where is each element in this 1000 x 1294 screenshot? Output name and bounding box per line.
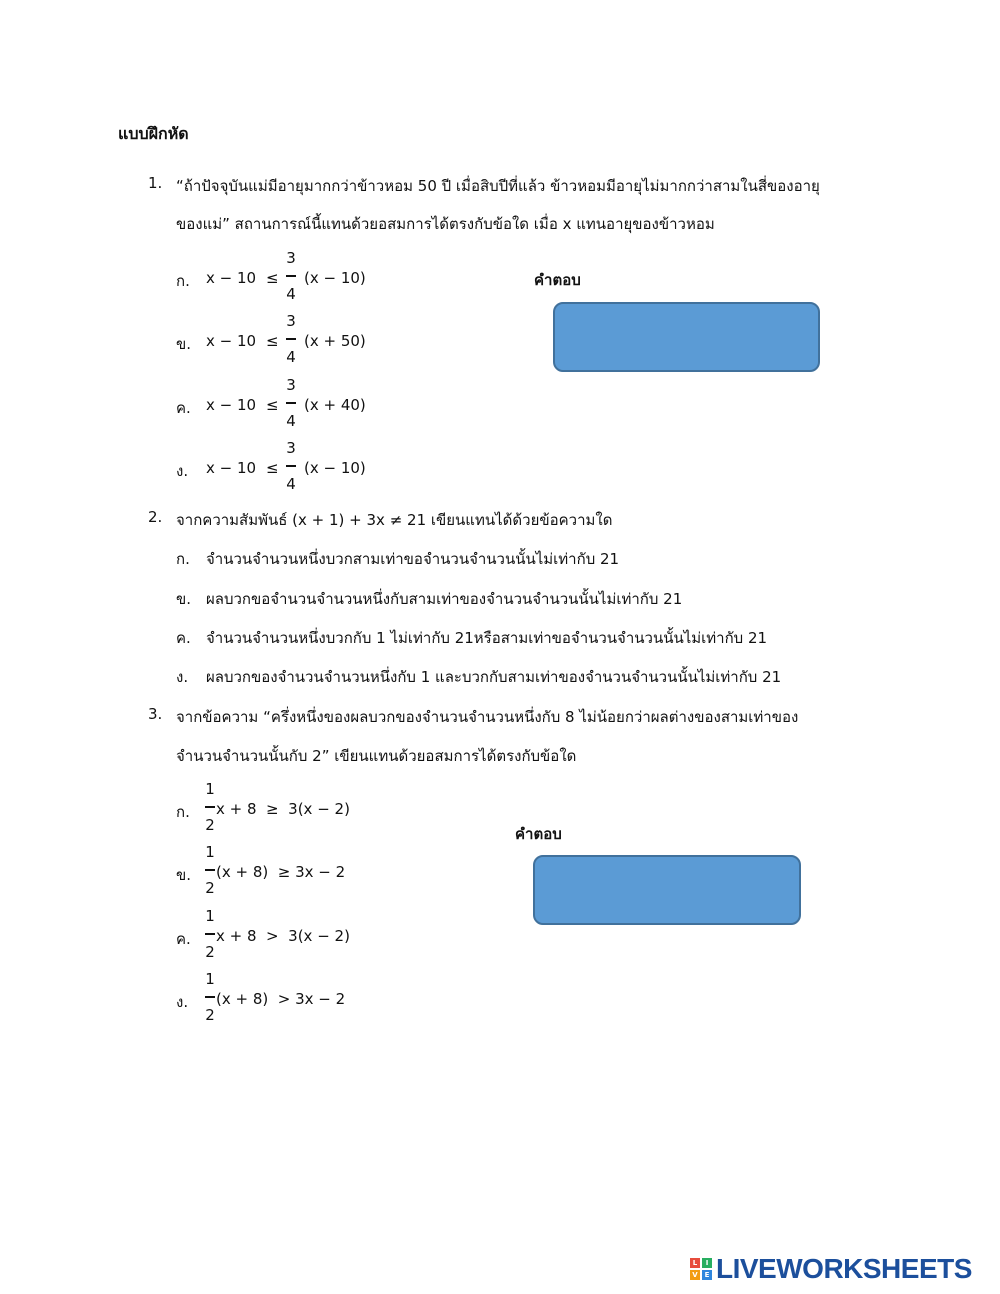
- fraction-denominator: 4: [286, 285, 296, 303]
- fraction: [203, 843, 217, 899]
- option-label: ข.: [176, 590, 192, 608]
- fraction-denominator: 2: [205, 816, 215, 834]
- option-rhs: (x + 40): [304, 396, 366, 414]
- fraction-denominator: 4: [286, 348, 296, 366]
- liveworksheets-logo: [690, 1252, 972, 1286]
- fraction: [203, 907, 217, 963]
- fraction: [203, 780, 217, 836]
- fraction: [203, 970, 217, 1026]
- fraction-numerator: 1: [205, 843, 215, 861]
- option-label: ง.: [176, 993, 189, 1011]
- option-label: ค.: [176, 629, 191, 647]
- logo-mark-l: L: [690, 1258, 700, 1268]
- option-label: ก.: [176, 272, 190, 290]
- fraction-numerator: 3: [286, 439, 296, 457]
- fraction-numerator: 1: [205, 907, 215, 925]
- question-3-number: 3.: [148, 705, 163, 723]
- answer-input-3[interactable]: [533, 855, 801, 925]
- fraction-numerator: 3: [286, 312, 296, 330]
- option-text: ผลบวกของจำนวนจำนวนหนึ่งกับ 1 และบวกกับสามเท่าของจำนวนจำนวนนั้นไม่เท่ากับ 21: [206, 668, 782, 686]
- fraction-bar: [205, 869, 215, 871]
- logo-mark-v: V: [690, 1270, 700, 1280]
- answer-input-1[interactable]: [553, 302, 820, 372]
- page-title: แบบฝึกหัด: [118, 124, 189, 143]
- fraction-bar: [205, 996, 215, 998]
- fraction-bar: [205, 806, 215, 808]
- logo-mark-icon: [690, 1258, 712, 1280]
- option-label: ข.: [176, 866, 192, 884]
- option-label: ค.: [176, 399, 191, 417]
- option-operator: ≤: [266, 332, 279, 350]
- fraction-bar: [286, 402, 296, 404]
- fraction-numerator: 3: [286, 376, 296, 394]
- fraction-denominator: 4: [286, 475, 296, 493]
- fraction-denominator: 4: [286, 412, 296, 430]
- logo-mark-i: I: [702, 1258, 712, 1268]
- fraction-bar: [205, 933, 215, 935]
- fraction-bar: [286, 465, 296, 467]
- option-rhs: (x − 10): [304, 459, 366, 477]
- option-label: ข.: [176, 335, 192, 353]
- option-lhs: x − 10: [206, 459, 257, 477]
- option-operator: ≤: [266, 269, 279, 287]
- question-1-text-line2: ของแม่” สถานการณ์นี้แทนด้วยอสมการได้ตรงกับข้อใด เมื่อ x แทนอายุของข้าวหอม: [176, 215, 715, 233]
- question-2-number: 2.: [148, 508, 163, 526]
- option-label: ค.: [176, 930, 191, 948]
- fraction: [284, 376, 298, 432]
- fraction: [284, 312, 298, 368]
- fraction-numerator: 1: [205, 780, 215, 798]
- option-text: ผลบวกขอจำนวนจำนวนหนึ่งกับสามเท่าของจำนวนจำนวนนั้นไม่เท่ากับ 21: [206, 590, 683, 608]
- option-lhs: x − 10: [206, 396, 257, 414]
- fraction-denominator: 2: [205, 1006, 215, 1024]
- answer-label-1: คำตอบ: [534, 271, 581, 289]
- option-operator: ≤: [266, 396, 279, 414]
- option-expression: (x + 8) ≥ 3x − 2: [216, 863, 346, 881]
- option-expression: (x + 8) > 3x − 2: [216, 990, 346, 1008]
- fraction-bar: [286, 275, 296, 277]
- option-rhs: (x + 50): [304, 332, 366, 350]
- logo-mark-e: E: [702, 1270, 712, 1280]
- fraction-bar: [286, 338, 296, 340]
- question-3-text-line2: จำนวนจำนวนนั้นกับ 2” เขียนแทนด้วยอสมการได้ตรงกับข้อใด: [176, 747, 577, 765]
- fraction: [284, 439, 298, 495]
- question-2-text: จากความสัมพันธ์ (x + 1) + 3x ≠ 21 เขียนแทนได้ด้วยข้อความใด: [176, 511, 613, 529]
- fraction: [284, 249, 298, 305]
- logo-text: LIVEWORKSHEETS: [716, 1253, 972, 1284]
- option-expression: x + 8 ≥ 3(x − 2): [216, 800, 350, 818]
- option-label: ง.: [176, 462, 189, 480]
- option-rhs: (x − 10): [304, 269, 366, 287]
- question-3-text-line1: จากข้อความ “ครึ่งหนึ่งของผลบวกของจำนวนจำนวนหนึ่งกับ 8 ไม่น้อยกว่าผลต่างของสามเท่าของ: [176, 708, 799, 726]
- option-text: จำนวนจำนวนหนึ่งบวกสามเท่าขอจำนวนจำนวนนั้นไม่เท่ากับ 21: [206, 550, 620, 568]
- question-1-number: 1.: [148, 174, 163, 192]
- question-1-text-line1: “ถ้าปัจจุบันแม่มีอายุมากกว่าข้าวหอม 50 ปี เมื่อสิบปีที่แล้ว ข้าวหอมมีอายุไม่มากกว่าสามในสี่ของอายุ: [176, 177, 820, 195]
- option-operator: ≤: [266, 459, 279, 477]
- fraction-denominator: 2: [205, 943, 215, 961]
- answer-label-3: คำตอบ: [515, 825, 562, 843]
- option-expression: x + 8 > 3(x − 2): [216, 927, 350, 945]
- option-text: จำนวนจำนวนหนึ่งบวกกับ 1 ไม่เท่ากับ 21หรือสามเท่าขอจำนวนจำนวนนั้นไม่เท่ากับ 21: [206, 629, 768, 647]
- fraction-denominator: 2: [205, 879, 215, 897]
- option-lhs: x − 10: [206, 269, 257, 287]
- option-lhs: x − 10: [206, 332, 257, 350]
- fraction-numerator: 1: [205, 970, 215, 988]
- fraction-numerator: 3: [286, 249, 296, 267]
- option-label: ง.: [176, 668, 189, 686]
- option-label: ก.: [176, 803, 190, 821]
- option-label: ก.: [176, 550, 190, 568]
